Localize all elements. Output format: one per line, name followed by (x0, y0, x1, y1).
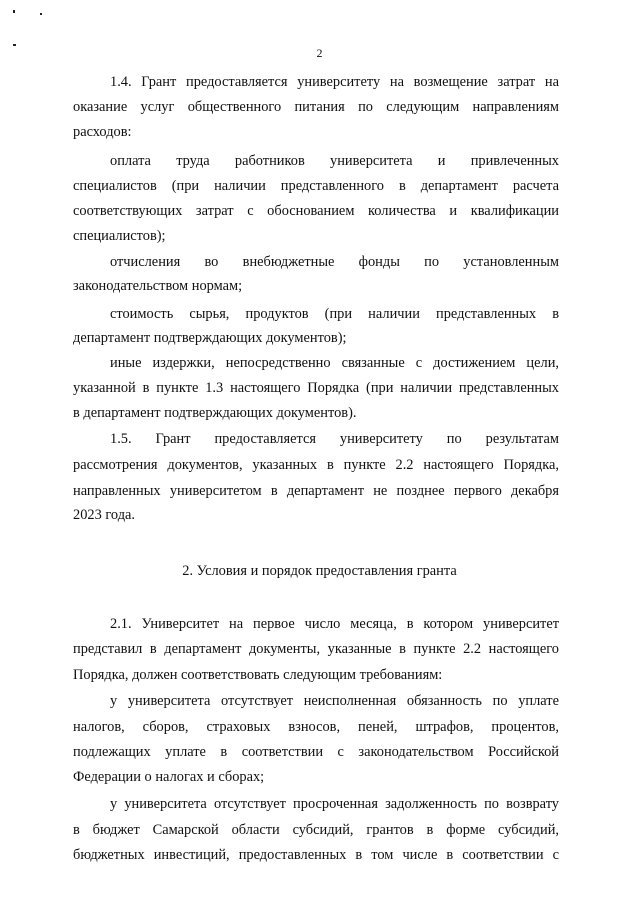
paragraph-line: представил в департамент документы, указанные в пункте 2.2 настоящего (73, 641, 559, 657)
paragraph-line: подлежащих уплате в соответствии с законодательством Российской (73, 744, 559, 760)
paragraph-line: Порядка, должен соответствовать следующим требованиям: (73, 667, 443, 683)
scan-artifact-mark (40, 13, 42, 15)
paragraph-line: специалистов); (73, 228, 166, 244)
paragraph-line: направленных университетом в департамент не позднее первого декабря (73, 483, 559, 499)
paragraph-line: 1.5. Грант предоставляется университету по результатам (110, 431, 559, 447)
paragraph-line: налогов, сборов, страховых взносов, пеней, штрафов, процентов, (73, 719, 559, 735)
paragraph-line: оказание услуг общественного питания по следующим направлениям (73, 99, 559, 115)
paragraph-line: Федерации о налогах и сборах; (73, 769, 265, 785)
paragraph-line: расходов: (73, 124, 132, 140)
paragraph-line: стоимость сырья, продуктов (при наличии представленных в (110, 306, 559, 322)
paragraph-line: отчисления во внебюджетные фонды по установленным (110, 254, 559, 270)
paragraph-line: 2.1. Университет на первое число месяца, в котором университет (110, 616, 559, 632)
paragraph-line: департамент подтверждающих документов); (73, 330, 347, 346)
paragraph-line: указанной в пункте 1.3 настоящего Порядка (при наличии представленных (73, 380, 559, 396)
section-heading: 2. Условия и порядок предоставления гранта (182, 563, 457, 579)
paragraph-line: 2023 года. (73, 507, 136, 523)
paragraph-line: у университета отсутствует просроченная задолженность по возврату (110, 796, 559, 812)
page-number: 2 (316, 46, 323, 60)
paragraph-line: иные издержки, непосредственно связанные с достижением цели, (110, 355, 559, 371)
paragraph-line: оплата труда работников университета и привлеченных (110, 153, 559, 169)
paragraph-line: соответствующих затрат с обоснованием количества и квалификации (73, 203, 559, 219)
scan-artifact-mark (13, 10, 15, 13)
paragraph-line: в департамент подтверждающих документов). (73, 405, 357, 421)
paragraph-line: специалистов (при наличии представленного в департамент расчета (73, 178, 559, 194)
paragraph-line: в бюджет Самарской области субсидий, грантов в форме субсидий, (73, 822, 559, 838)
paragraph-line: рассмотрения документов, указанных в пункте 2.2 настоящего Порядка, (73, 457, 559, 473)
paragraph-line: законодательством нормам; (73, 278, 243, 294)
paragraph-line: бюджетных инвестиций, предоставленных в том числе в соответствии с (73, 847, 559, 863)
paragraph-line: 1.4. Грант предоставляется университету на возмещение затрат на (110, 74, 559, 90)
paragraph-line: у университета отсутствует неисполненная обязанность по уплате (110, 693, 559, 709)
